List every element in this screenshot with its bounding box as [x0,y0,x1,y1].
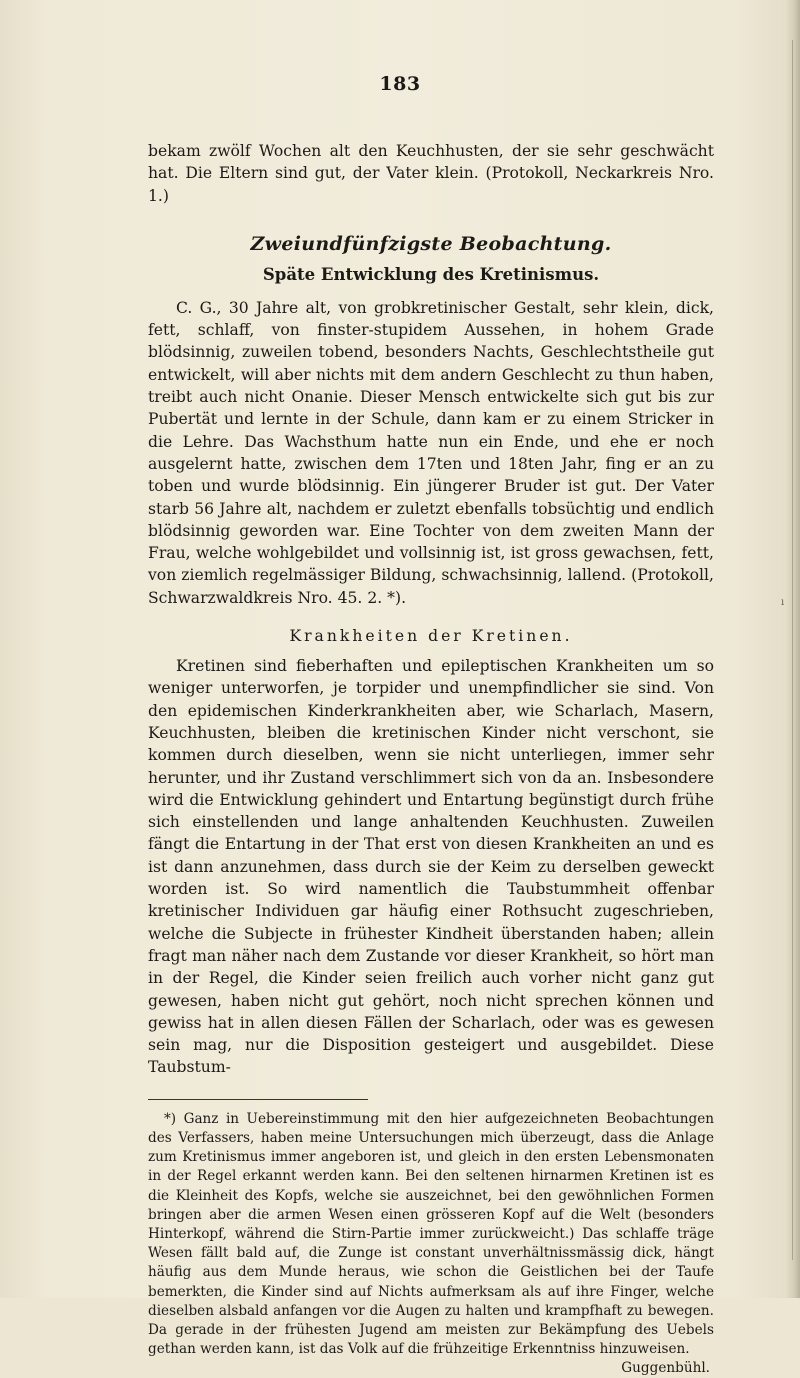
footnote: *) Ganz in Uebereinstimmung mit den hier aufgezeichneten Beobachtungen des Verfassers, haben meine Untersuchungen mich überzeugt, dass die Anlage zum Kretinismus immer angeboren ist, und gleich in den ersten Lebensmonaten in der Regel erkannt werden kann. Bei den seltenen hirnarmen Kretinen ist es die Kleinheit des Kopfs, welche sie auszeichnet, bei den gewöhnlichen Formen bringen aber die armen Wesen einen grösseren Kopf auf die Welt (besonders Hinterkopf, während die Stirn-Partie immer zurückweicht.) Das schlaffe träge Wesen fällt bald auf, die Zunge ist constant unverhältnissmässig dick, hängt häufig aus dem Munde heraus, wie schon die Geistlichen bei der Taufe bemerkten, die Kinder sind auf Nichts aufmerksam als auf ihre Finger, welche dieselben alsbald anfangen vor die Augen zu halten und krampfhaft zu bewegen. Da gerade in der frühesten Jugend am meisten zur Bekämpfung des Uebels gethan werden kann, ist das Volk auf die frühzeitige Erkenntniss hinzuweisen. [148,1110,714,1358]
section-subtitle: Späte Entwicklung des Kretinismus. [262,264,600,284]
intro-paragraph: bekam zwölf Wochen alt den Keuchhusten, der sie sehr geschwächt hat. Die Eltern sind gut, der Vater klein. (Protokoll, Neckarkreis Nro. 1.) [148,142,714,205]
footnote-signature: Guggenbühl. [621,1360,710,1377]
margin-mark: ı [781,597,785,608]
case-paragraph: C. G., 30 Jahre alt, von grobkretinischer Gestalt, sehr klein, dick, fett, schlaff, von finster-stupidem Aussehen, in hohem Grade blödsinnig, zuweilen tobend, besonders Nachts, Geschlechtstheile gut entwickelt, will aber nichts mit dem andern Geschlecht zu thun haben, treibt auch nicht Onanie. Dieser Mensch entwickelte sich gut bis zur Pubertät und lernte in der Schule, dann kam er zu einem Stricker in die Lehre. Das Wachsthum hatte nun ein Ende, und ehe er noch ausgelernt hatte, zwischen dem 17ten und 18ten Jahr, fing er an zu toben und wurde blödsinnig. Ein jüngerer Bruder ist gut. Der Vater starb 56 Jahre alt, nachdem er zuletzt ebenfalls tobsüchtig und endlich blödsinnig geworden war. Eine Tochter von dem zweiten Mann der Frau, welche wohlgebildet und vollsinnig ist, ist gross gewachsen, fett, von ziemlich regelmässiger Bildung, schwachsinnig, lallend. (Protokoll, Schwarzwaldkreis Nro. 45. 2. *). [148,298,714,607]
page-edge-line [792,40,793,1260]
footnote-divider [148,1099,368,1100]
diseases-heading: Krankheiten der Kretinen. [289,627,573,646]
text-body [148,140,714,1378]
page-number: 183 [379,73,421,95]
page-edge-shadow [786,0,800,1298]
diseases-paragraph: Kretinen sind fieberhaften und epileptischen Krankheiten um so weniger unterworfen, je torpider und unempfindlicher sie sind. Von den epidemischen Kinderkrankheiten aber, wie Scharlach, Masern, Keuchhusten, bleiben die kretinischen Kinder nicht verschont, sie kommen durch dieselben, wenn sie nicht unterliegen, immer sehr herunter, und ihr Zustand verschlimmert sich von da an. Insbesondere wird die Entwicklung gehindert und Entartung begünstigt durch frühe sich einstellenden und lange anhaltenden Keuchhusten. Zuweilen fängt die Entartung in der That erst von diesen Krankheiten an und es ist dann anzunehmen, dass durch sie der Keim zu derselben geweckt worden ist. So wird namentlich die Taubstummheit offenbar kretinischer Individuen gar häufig einer Rothsucht zugeschrieben, welche die Subjecte in frühester Kindheit überstanden haben; allein fragt man näher nach dem Zustande vor dieser Krankheit, so hört man in der Regel, die Kinder seien freilich auch vorher nicht ganz gut gewesen, haben nicht gut gehört, noch nicht sprechen können und gewiss hat in allen diesen Fällen der Scharlach, oder was es gewesen sein mag, nur die Disposition gesteigert und ausgebildet. Diese Taubstum- [148,657,714,1077]
section-title: Zweiundfünfzigste Beobachtung. [250,232,612,255]
